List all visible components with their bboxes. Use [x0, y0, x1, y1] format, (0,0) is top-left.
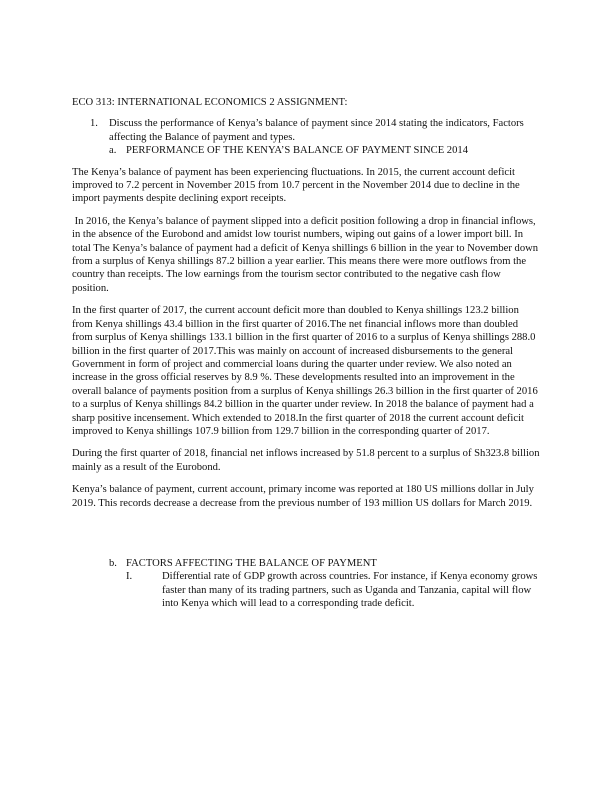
section-a-heading: [72, 144, 540, 157]
question-1-text: Discuss the performance of Kenya’s balance of payment since 2014 stating the indicators, Factors affecting the Balance of payment and types.: [109, 118, 524, 143]
section-b-marker: b.: [109, 557, 117, 569]
factor-1-text: Differential rate of GDP growth across countries. For instance, if Kenya economy grows faster than many of its trading partners, such as Uganda and Tanzania, capital will flow into Kenya which will lead to a corresponding trade deficit.: [162, 571, 538, 610]
section-a-marker: a.: [109, 145, 117, 157]
question-1: [72, 117, 540, 144]
factor-1-marker: I.: [126, 571, 133, 583]
paragraph-2017: In the first quarter of 2017, the current account deficit more than doubled to Kenya shillings 123.2 billion from Kenya shillings 43.4 billion in the first quarter of 2016.The net financial inflows more than doubled from surplus of Kenya shillings 133.1 billion in the first quarter of 2016 to a surplus of Kenya shillings 288.0 billion in the first quarter of 2017.This was mainly on account of increased disbursements to the general Government in form of project and commercial loans during the quarter under review. We also noted an increase in the gross official reserves by 8.9 %. These developments resulted into an improvement in the overall balance of payments position from a surplus of Kenya shillings 26.3 billion in the first quarter of 2016 to a surplus of Kenya shillings 84.2 billion in the quarter under review. In 2018 the balance of payment had a sharp positive incensement. Which extended to 2018.In the first quarter of 2018 the current account deficit improved to Kenya shillings 107.9 billion from 129.7 billion in the corresponding quarter of 2017.: [72, 305, 538, 437]
section-b-heading: [72, 557, 540, 570]
paragraph-2015: The Kenya’s balance of payment has been experiencing fluctuations. In 2015, the current account deficit improved to 7.2 percent in November 2015 from 10.7 percent in the November 2014 due to decline in the import payments despite declining export receipts.: [72, 166, 523, 205]
section-a-title: PERFORMANCE OF THE KENYA’S BALANCE OF PAYMENT SINCE 2014: [126, 145, 468, 157]
paragraph-2018: During the first quarter of 2018, financial net inflows increased by 51.8 percent to a surplus of Sh323.8 billion mainly as a result of the Eurobond.: [72, 448, 540, 473]
paragraph-2016: In 2016, the Kenya’s balance of payment slipped into a deficit position following a drop in financial inflows, in the absence of the Eurobond and amidst low tourist numbers, wiping out gains of a lower import bill. In total The Kenya’s balance of payment had a deficit of Kenya shillings 6 billion in the year to November down from a surplus of Kenya shillings 87.2 billion a year earlier. This means there were more outflows from the country than receipts. The low earnings from the tourism sector contributed to the negative cash flow position.: [72, 215, 541, 294]
document-body: [72, 96, 540, 611]
factor-1: [72, 570, 540, 610]
question-1-number: 1.: [90, 118, 98, 130]
paragraph-2019: Kenya’s balance of payment, current account, primary income was reported at 180 US millions dollar in July 2019. This records decrease a decrease from the previous number of 193 million US dollars for March 2019.: [72, 484, 534, 509]
assignment-heading: ECO 313: INTERNATIONAL ECONOMICS 2 ASSIGNMENT:: [72, 97, 348, 108]
spacer: [72, 519, 540, 557]
section-b-title: FACTORS AFFECTING THE BALANCE OF PAYMENT: [126, 557, 377, 569]
